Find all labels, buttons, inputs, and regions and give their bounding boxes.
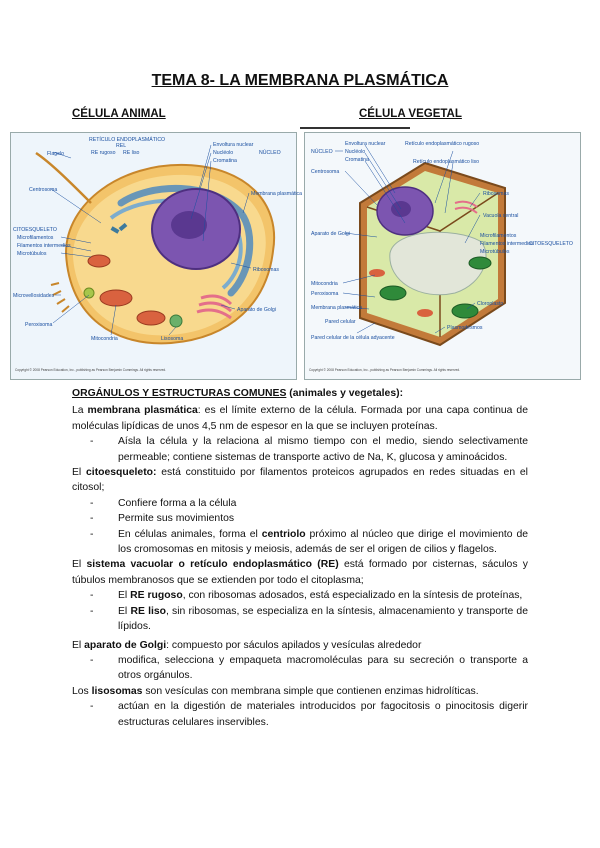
label-membrana: Membrana plasmática <box>251 191 303 197</box>
label-rer: RE rugoso <box>91 150 116 156</box>
animal-cell-figure <box>10 132 303 380</box>
page-title: TEMA 8- LA MEMBRANA PLASMÁTICA <box>151 72 449 89</box>
label-peroxisoma: Peroxisoma <box>25 322 53 328</box>
list-membrana <box>72 434 528 465</box>
animal-copyright: Copyright © 2008 Pearson Education, Inc., publishing as Pearson Benjamin Cummings. All rights reserved. <box>15 368 166 372</box>
plant-cell-heading: CÉLULA VEGETAL <box>359 108 462 120</box>
paragraph-re: El sistema vacuolar o retículo endoplasmático (RE) está formado por cisternas, sáculos y túbulos membranosos que se extienden por todo el citoplasma; <box>72 559 528 586</box>
list-item: - En células animales, forma el centriolo próximo al núcleo que dirige el movimiento de los cromosomas en mitosis y meiosis, además de ser el origen de cilios y flagelos. <box>118 527 528 558</box>
list-re <box>72 588 528 634</box>
plant-label-pared-adyacente: Pared celular de la célula adyacente <box>311 335 395 341</box>
plant-label-vacuola: Vacuola central <box>483 213 519 219</box>
plant-label-filamentos: Filamentos intermedios <box>480 241 534 247</box>
section-heading: ORGÁNULOS Y ESTRUCTURAS COMUNES (animales y vegetales): <box>72 388 404 399</box>
animal-cell-heading: CÉLULA ANIMAL <box>72 108 166 120</box>
plant-label-plasmodesmos: Plasmodesmos <box>447 325 483 331</box>
paragraph-citoesqueleto: El citoesqueleto: está constituido por filamentos proteicos agrupados en redes situadas en el citosol; <box>72 467 528 494</box>
plant-label-envoltura: Envoltura nuclear <box>345 141 386 147</box>
list-item: - actúan en la digestión de materiales introducidos por fagocitosis o pinocitosis digerir estructuras celulares inservibles. <box>118 699 528 730</box>
list-item: - modifica, selecciona y empaqueta macromoléculas para su secreción o transporte a otros orgánulos. <box>118 653 528 684</box>
plant-label-pared: Pared celular <box>325 319 356 325</box>
label-reticulo: RETÍCULO ENDOPLASMÁTICO <box>89 137 166 143</box>
label-microvellosidades: Microvellosidades <box>13 293 55 299</box>
paragraph-lisosomas: Los lisosomas son vesículas con membrana simple que contienen enzimas hidrolíticas. <box>72 685 479 697</box>
plant-copyright: Copyright © 2008 Pearson Education, Inc., publishing as Pearson Benjamin Cummings. All rights reserved. <box>309 368 460 372</box>
plant-label-golgi: Aparato de Golgi <box>311 231 350 237</box>
paragraph-golgi: El aparato de Golgi: compuesto por sáculos apilados y vesículas alrededor <box>72 639 422 651</box>
list-citoesqueleto <box>72 496 528 558</box>
label-lisosoma: Lisosoma <box>161 336 184 342</box>
label-cromatina: Cromatina <box>213 158 237 164</box>
plant-label-peroxisoma: Peroxisoma <box>311 291 339 297</box>
label-ribosomas: Ribosomas <box>253 267 279 273</box>
list-lisosomas <box>72 699 528 730</box>
plant-label-nucleolo: Nucléolo <box>345 149 366 155</box>
label-reliso: RE liso <box>123 150 140 156</box>
paragraph-membrana: La membrana plasmática: es el límite externo de la célula. Formada por una capa continua de moléculas lipídicas de unos 4,5 nm de espesor en la que se incluyen proteínas. <box>72 405 528 432</box>
plant-label-ribosomas: Ribosomas <box>483 191 509 197</box>
cropped-label-fragment <box>300 124 410 131</box>
label-centrosoma: Centrosoma <box>29 187 58 193</box>
label-nucleolo: Nucléolo <box>213 150 234 156</box>
plant-label-mitocondria: Mitocondria <box>311 281 338 287</box>
label-nucleo: NÚCLEO <box>259 150 281 156</box>
plant-cell-illustration <box>305 133 580 379</box>
list-item: - Confiere forma a la célula <box>118 496 528 511</box>
plant-label-cloroplasto: Cloroplasto <box>477 301 504 307</box>
label-citoesqueleto: CITOESQUELETO <box>13 227 57 233</box>
plant-label-reticulo-liso: Retículo endoplasmático liso <box>413 159 480 165</box>
body-text <box>72 386 528 730</box>
label-flagelo: Flagelo <box>47 151 65 157</box>
list-item: - Permite sus movimientos <box>118 511 528 526</box>
list-item: - El RE liso, sin ribosomas, se especializa en la síntesis, almacenamiento y transporte de lípidos. <box>118 604 528 635</box>
label-microtubulos: Microtúbulos <box>17 251 47 257</box>
plant-label-membrana: Membrana plasmática <box>311 305 363 311</box>
label-microfilamentos: Microfilamentos <box>17 235 54 241</box>
plant-label-nucleo: NÚCLEO <box>311 149 333 155</box>
list-item: - Aísla la célula y la relaciona al mismo tiempo con el medio, siendo selectivamente permeable; contiene sistemas de transporte activo de Na, K, glucosa y aminoácidos. <box>118 434 528 465</box>
label-filamentos: Filamentos intermedios <box>17 243 71 249</box>
label-mitocondria: Mitocondria <box>91 336 118 342</box>
label-rel: REL <box>116 143 127 149</box>
list-item: - El RE rugoso, con ribosomas adosados, está especializado en la síntesis de proteínas, <box>118 588 528 603</box>
animal-cell-illustration <box>11 133 303 379</box>
plant-label-citoesqueleto: CITOESQUELETO <box>529 241 573 247</box>
plant-label-microfilamentos: Microfilamentos <box>480 233 517 239</box>
plant-label-centrosoma: Centrosoma <box>311 169 340 175</box>
list-golgi <box>72 653 528 684</box>
label-envoltura: Envoltura nuclear <box>213 142 254 148</box>
label-golgi: Aparato de Golgi <box>237 307 276 313</box>
plant-label-reticulo: Retículo endoplasmático rugoso <box>405 141 480 147</box>
plant-label-microtubulos: Microtúbulos <box>480 249 510 255</box>
plant-cell-figure <box>304 132 581 380</box>
plant-label-cromatina: Cromatina <box>345 157 369 163</box>
